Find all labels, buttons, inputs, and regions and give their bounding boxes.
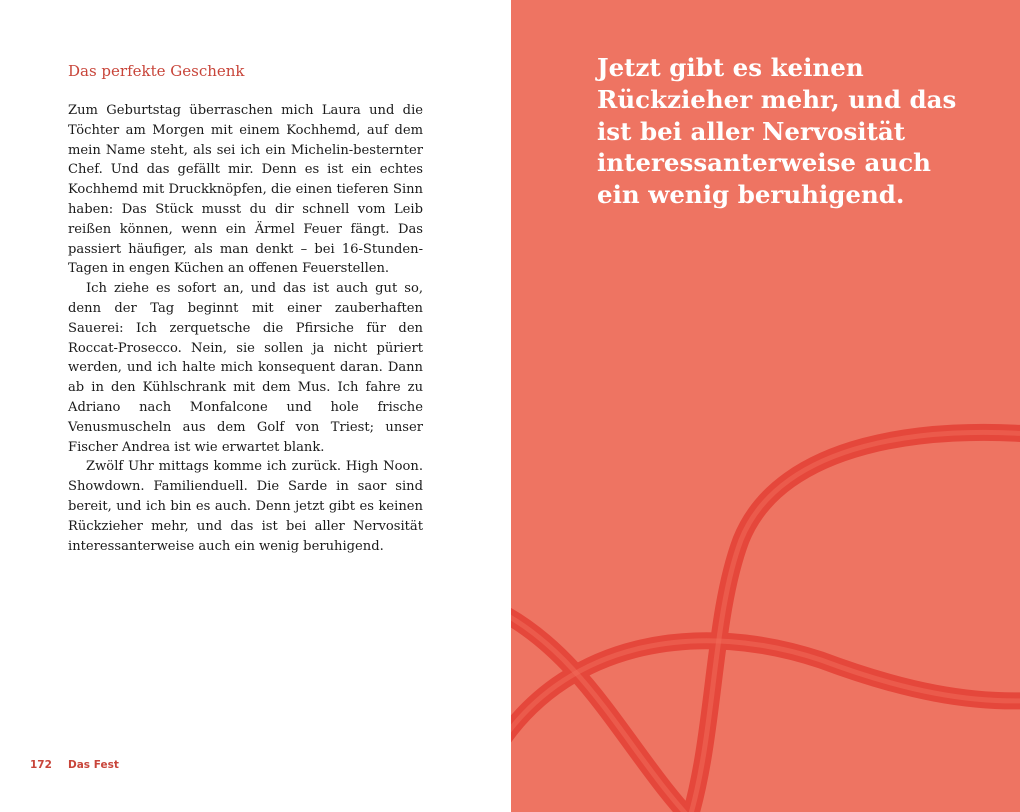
pull-quote-line: Rückzieher mehr, und das [597, 84, 957, 114]
paragraph: Ich ziehe es sofort an, und das ist auch gut so, denn der Tag beginnt mit einer zauberhaften Sauerei: Ich zerquetsche die Pfirsiche für den Roccat-Prosecco. Nein, sie sollen ja nicht püriert werden, und ich halte mich konsequent daran. Dann ab in den Kühlschrank mit dem Mus. Ich fahre zu Adriano nach Monfalcone und hole frische Venusmuscheln aus dem Golf von Triest; unser Fischer Andrea ist wie erwartet blank. [68, 281, 423, 455]
section-title: Das Fest [68, 759, 119, 771]
pull-quote-line: ein wenig beruhigend. [597, 180, 905, 210]
page-number: 172 [30, 759, 52, 771]
pull-quote [597, 52, 987, 211]
page-footer [30, 759, 119, 771]
pull-quote-line: Jetzt gibt es keinen [597, 53, 864, 82]
paragraph: Zum Geburtstag überraschen mich Laura und die Töchter am Morgen mit einem Kochhemd, auf dem mein Name steht, als sei ich ein Michelin-besternter Chef. Und das gefällt mir. Denn es ist ein echtes Kochhemd mit Druckknöpfen, die einen tieferen Sinn haben: Das Stück musst du dir schnell vom Leib reißen können, wenn ein Ärmel Feuer fängt. Das passiert häufiger, als man denkt – bei 16-Stunden-Tagen in engen Küchen an offenen Feuerstellen. [68, 103, 423, 277]
body-text [68, 101, 423, 556]
right-page [511, 0, 1020, 812]
pull-quote-line: interessanterweise auch [597, 148, 931, 178]
paragraph: Zwölf Uhr mittags komme ich zurück. High Noon. Showdown. Familienduell. Die Sarde in saor sind bereit, und ich bin es auch. Denn jetzt gibt es keinen Rückzieher mehr, und das ist bei aller Nervosität interessanterweise auch ein wenig beruhigend. [68, 459, 423, 554]
chapter-title: Das perfekte Geschenk [68, 62, 245, 80]
pull-quote-line: ist bei aller Nervosität [597, 116, 906, 146]
